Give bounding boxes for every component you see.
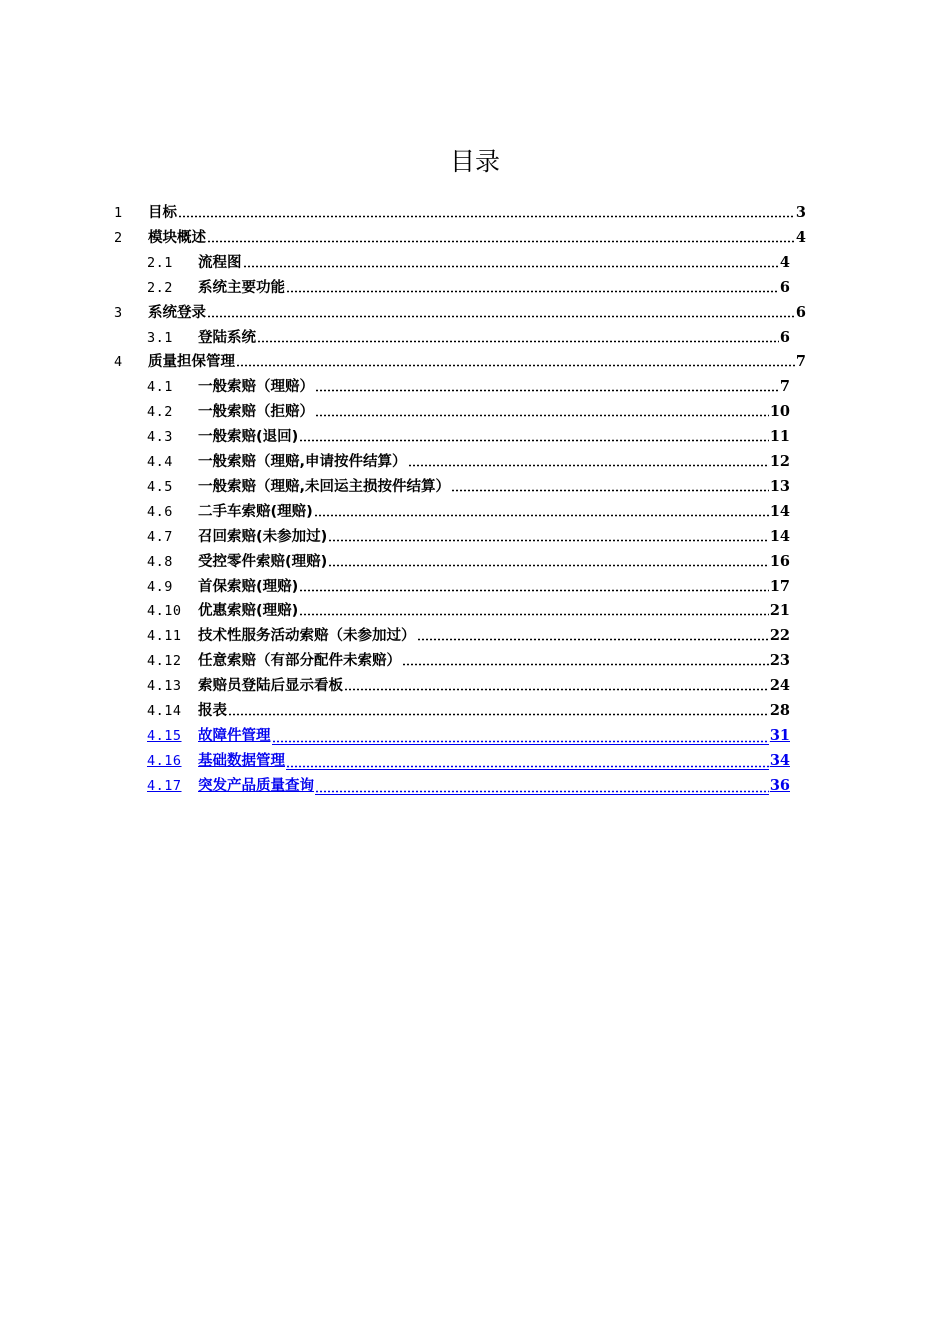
toc-leader-dots — [178, 215, 795, 218]
toc-entry-text: 一般索赔（拒赔） — [198, 404, 314, 421]
toc-leader-dots — [286, 290, 779, 293]
toc-entry-page: 16 — [769, 552, 790, 570]
toc-entry-text: 一般索赔（理赔,未回运主损按件结算） — [198, 478, 451, 495]
toc-entry-page: 12 — [769, 453, 790, 470]
toc-entry-page: 4 — [779, 253, 790, 271]
toc-entry-page: 31 — [769, 726, 790, 744]
toc-entry-text: 系统主要功能 — [198, 279, 285, 296]
toc-entry-text: 突发产品质量查询 — [198, 777, 314, 794]
toc-leader-dots — [236, 364, 795, 367]
toc-entry-page: 3 — [795, 204, 806, 221]
toc-entry-page: 17 — [769, 577, 790, 595]
toc-entry[interactable] — [147, 771, 790, 795]
toc-entry-page: 23 — [769, 652, 790, 670]
toc-leader-dots — [228, 713, 769, 716]
toc-entry-page: 10 — [769, 403, 790, 421]
toc-leader-dots — [315, 790, 769, 795]
toc-entry-number: 4.1 — [147, 379, 173, 396]
toc-entry-number: 4.7 — [147, 528, 173, 545]
toc-entry-text: 模块概述 — [148, 229, 206, 246]
toc-leader-dots — [207, 315, 795, 318]
toc-entry[interactable] — [114, 223, 806, 247]
toc-entry-text: 优惠索赔(理赔) — [198, 603, 299, 620]
toc-entry[interactable] — [147, 372, 790, 396]
toc-entry-text: 一般索赔（理赔,申请按件结算） — [198, 454, 407, 470]
toc-entry[interactable] — [147, 572, 790, 596]
toc-entry-text: 首保索赔(理赔) — [198, 578, 299, 595]
toc-entry-page: 36 — [769, 776, 790, 794]
toc-title: 目录 — [449, 147, 500, 176]
toc-entry[interactable] — [147, 472, 790, 496]
toc-entry[interactable] — [147, 721, 790, 745]
toc-entry-text: 一般索赔（理赔） — [198, 379, 314, 396]
toc-entry-page: 11 — [769, 428, 790, 446]
toc-entry-text: 受控零件索赔(理赔) — [198, 553, 328, 570]
toc-entry-text: 登陆系统 — [198, 329, 256, 346]
toc-entry-text: 任意索赔（有部分配件未索赔） — [198, 653, 401, 670]
toc-entry-page: 6 — [779, 328, 790, 346]
toc-entry-number: 4.3 — [147, 429, 173, 446]
toc-leader-dots — [315, 414, 769, 417]
toc-entry-number: 4 — [114, 354, 123, 371]
toc-entry[interactable] — [147, 596, 790, 620]
toc-entry[interactable] — [147, 248, 790, 272]
toc-entry[interactable] — [147, 621, 790, 645]
toc-leader-dots — [299, 589, 769, 592]
toc-entry-number: 4.11 — [147, 628, 182, 645]
toc-entry-number: 4.10 — [147, 603, 182, 620]
toc-entry-text: 技术性服务活动索赔（未参加过） — [198, 628, 416, 645]
toc-entry-number: 4.2 — [147, 404, 173, 421]
toc-entry-page: 14 — [769, 527, 790, 545]
toc-leader-dots — [315, 389, 779, 392]
toc-leader-dots — [408, 464, 769, 467]
toc-entry-number: 2.2 — [147, 279, 173, 296]
toc-leader-dots — [207, 240, 795, 243]
toc-entry-number: 4.12 — [147, 653, 182, 670]
toc-entry-number: 3 — [114, 304, 123, 321]
toc-entry[interactable] — [147, 323, 790, 347]
toc-entry[interactable] — [147, 497, 790, 521]
toc-entry-number: 2 — [114, 229, 123, 246]
toc-entry[interactable] — [114, 298, 806, 322]
toc-entry[interactable] — [147, 646, 790, 670]
toc-entry-number: 4.15 — [147, 727, 182, 744]
toc-entry-number: 4.13 — [147, 678, 182, 695]
toc-leader-dots — [286, 765, 769, 770]
toc-leader-dots — [299, 439, 769, 442]
toc-entry[interactable] — [147, 696, 790, 720]
toc-leader-dots — [328, 539, 769, 542]
toc-entry[interactable] — [147, 671, 790, 695]
toc-entry-number: 4.16 — [147, 752, 182, 769]
toc-entry-page: 28 — [769, 702, 790, 719]
toc-entry[interactable] — [147, 447, 790, 471]
toc-leader-dots — [344, 688, 769, 691]
toc-entry-text: 故障件管理 — [198, 727, 271, 744]
toc-entry-text: 二手车索赔(理赔) — [198, 503, 313, 520]
toc-entry-page: 4 — [795, 228, 806, 246]
toc-entry[interactable] — [147, 522, 790, 546]
toc-entry-page: 21 — [769, 602, 790, 620]
toc-leader-dots — [417, 638, 769, 641]
toc-leader-dots — [328, 564, 769, 567]
toc-entry-number: 4.4 — [147, 454, 173, 470]
toc-entry-text: 索赔员登陆后显示看板 — [198, 678, 343, 695]
toc-entry[interactable] — [147, 422, 790, 446]
toc-leader-dots — [314, 514, 769, 517]
toc-entry[interactable] — [147, 746, 790, 770]
toc-entry-text: 报表 — [198, 703, 227, 719]
toc-entry[interactable] — [114, 347, 806, 371]
toc-entry-text: 召回索赔(未参加过) — [198, 528, 328, 545]
toc-entry-number: 4.9 — [147, 578, 173, 595]
toc-entry-page: 34 — [769, 751, 790, 769]
toc-leader-dots — [243, 265, 779, 268]
toc-entry-page: 6 — [795, 303, 806, 321]
toc-entry[interactable] — [114, 198, 806, 222]
toc-entry-text: 基础数据管理 — [198, 752, 285, 769]
toc-entry-text: 一般索赔(退回) — [198, 429, 299, 446]
toc-entry-number: 4.5 — [147, 478, 173, 495]
toc-entry-text: 质量担保管理 — [148, 354, 235, 371]
toc-entry-page: 14 — [769, 502, 790, 520]
toc-entry-text: 系统登录 — [148, 304, 206, 321]
toc-entry-number: 4.14 — [147, 703, 182, 719]
toc-entry-page: 13 — [769, 477, 790, 495]
toc-entry-page: 22 — [769, 627, 790, 645]
toc-entry-page: 7 — [795, 353, 806, 371]
toc-entry-number: 4.6 — [147, 503, 173, 520]
toc-entry-text: 目标 — [148, 205, 177, 221]
toc-leader-dots — [272, 740, 769, 745]
toc-leader-dots — [451, 489, 769, 492]
toc-entry-text: 流程图 — [198, 254, 242, 271]
toc-entry[interactable] — [147, 273, 790, 297]
toc-leader-dots — [257, 340, 779, 343]
toc-entry-number: 4.8 — [147, 553, 173, 570]
toc-entry-number: 4.17 — [147, 777, 182, 794]
toc-entry[interactable] — [147, 547, 790, 571]
toc-leader-dots — [402, 663, 769, 666]
toc-leader-dots — [299, 613, 769, 616]
toc-entry-number: 3.1 — [147, 329, 173, 346]
toc-entry-number: 1 — [114, 205, 123, 221]
toc-entry-page: 24 — [769, 677, 790, 695]
toc-entry-page: 6 — [779, 278, 790, 296]
toc-entry[interactable] — [147, 397, 790, 421]
toc-entry-page: 7 — [779, 378, 790, 396]
toc-entry-number: 2.1 — [147, 254, 173, 271]
